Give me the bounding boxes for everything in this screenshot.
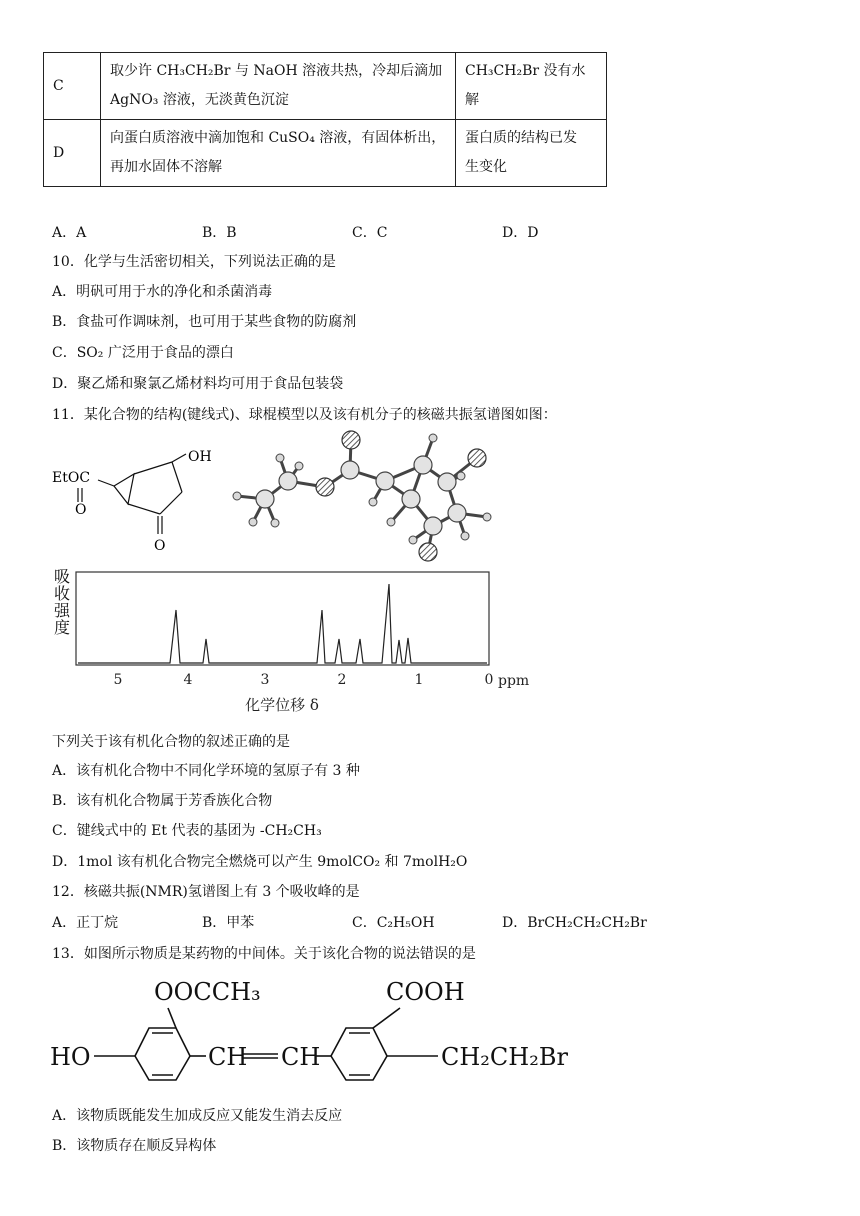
ooccch3-label: OOCCH₃	[154, 978, 261, 1006]
q10-option-d[interactable]: D．聚乙烯和聚氯乙烯材料均可用于食品包装袋	[52, 376, 344, 392]
ketone-o-label: O	[154, 538, 166, 554]
row-desc-line: 取少许 CH₃CH₂Br 与 NaOH 溶液共热，冷却后滴加	[110, 63, 443, 79]
q9-option-a[interactable]: A．A	[52, 225, 87, 241]
q10-option-b[interactable]: B．食盐可作调味剂，也可用于某些食物的防腐剂	[52, 314, 357, 330]
x-tick-label: 1	[414, 672, 424, 688]
row-desc-line: AgNO₃ 溶液，无淡黄色沉淀	[110, 92, 289, 108]
q11-option-b[interactable]: B．该有机化合物属于芳香族化合物	[52, 793, 273, 809]
etoc-label: EtOC	[52, 470, 91, 486]
q12-option-d[interactable]: D．BrCH₂CH₂CH₂Br	[502, 915, 647, 931]
row-result-line: 生变化	[465, 159, 507, 175]
q11-option-d[interactable]: D．1mol 该有机化合物完全燃烧可以产生 9molCO₂ 和 7molH₂O	[52, 854, 468, 870]
x-tick-label: 5	[113, 672, 123, 688]
q10-stem: 10．化学与生活密切相关，下列说法正确的是	[52, 254, 336, 270]
x-tick-label: 3	[260, 672, 270, 688]
skeletal-structure-figure	[48, 440, 228, 560]
q13-option-a[interactable]: A．该物质既能发生加成反应又能发生消去反应	[52, 1108, 343, 1124]
cooh-label: COOH	[386, 978, 465, 1006]
row-result-line: 蛋白质的结构已发	[465, 130, 577, 146]
x-tick-label: 4	[183, 672, 193, 688]
row-label: D	[44, 120, 101, 187]
q10-option-c[interactable]: C．SO₂ 广泛用于食品的漂白	[52, 345, 234, 361]
ch-left-label: CH	[208, 1043, 248, 1071]
q12-option-b[interactable]: B．甲苯	[202, 915, 255, 931]
q9-option-c[interactable]: C．C	[352, 225, 388, 241]
q13-structure-figure	[48, 972, 588, 1092]
q11-sub-stem: 下列关于该有机化合物的叙述正确的是	[52, 734, 290, 750]
q12-option-a[interactable]: A．正丁烷	[52, 915, 119, 931]
q11-stem: 11．某化合物的结构(键线式)、球棍模型以及该有机分子的核磁共振氢谱图如图：	[52, 407, 557, 423]
row-desc-line: 向蛋白质溶液中滴加饱和 CuSO₄ 溶液，有固体析出，	[110, 130, 446, 146]
q11-option-a[interactable]: A．该有机化合物中不同化学环境的氢原子有 3 种	[52, 763, 360, 779]
x-tick-label: 2	[337, 672, 347, 688]
nmr-y-axis-label: 吸 收 强 度	[54, 567, 71, 637]
q12-stem: 12．核磁共振(NMR)氢谱图上有 3 个吸收峰的是	[52, 884, 360, 900]
row-desc-line: 再加水固体不溶解	[110, 159, 222, 175]
row-label: C	[44, 53, 101, 120]
row-result-line: CH₃CH₂Br 没有水解	[465, 63, 586, 108]
x-tick-label: 0	[484, 672, 494, 688]
q9-option-d[interactable]: D．D	[502, 225, 539, 241]
q11-option-c[interactable]: C．键线式中的 Et 代表的基团为 -CH₂CH₃	[52, 823, 322, 839]
table-row	[44, 120, 607, 187]
x-axis-label: 化学位移 δ	[245, 696, 319, 714]
ch2ch2br-label: CH₂CH₂Br	[441, 1043, 568, 1071]
q10-option-a[interactable]: A．明矾可用于水的净化和杀菌消毒	[52, 284, 273, 300]
carbonyl-o-label: O	[75, 502, 87, 518]
q13-option-b[interactable]: B．该物质存在顺反异构体	[52, 1138, 217, 1154]
ho-label: HO	[50, 1043, 91, 1071]
table-row	[44, 53, 607, 120]
options-table	[43, 52, 607, 187]
q13-stem: 13．如图所示物质是某药物的中间体。关于该化合物的说法错误的是	[52, 946, 476, 962]
ball-and-stick-model	[225, 426, 500, 571]
q9-option-b[interactable]: B．B	[202, 225, 237, 241]
nmr-spectrum	[70, 570, 540, 720]
ch-right-label: CH	[281, 1043, 321, 1071]
q12-option-c[interactable]: C．C₂H₅OH	[352, 915, 435, 931]
x-unit-label: ppm	[498, 673, 530, 689]
oh-label: OH	[188, 449, 212, 465]
